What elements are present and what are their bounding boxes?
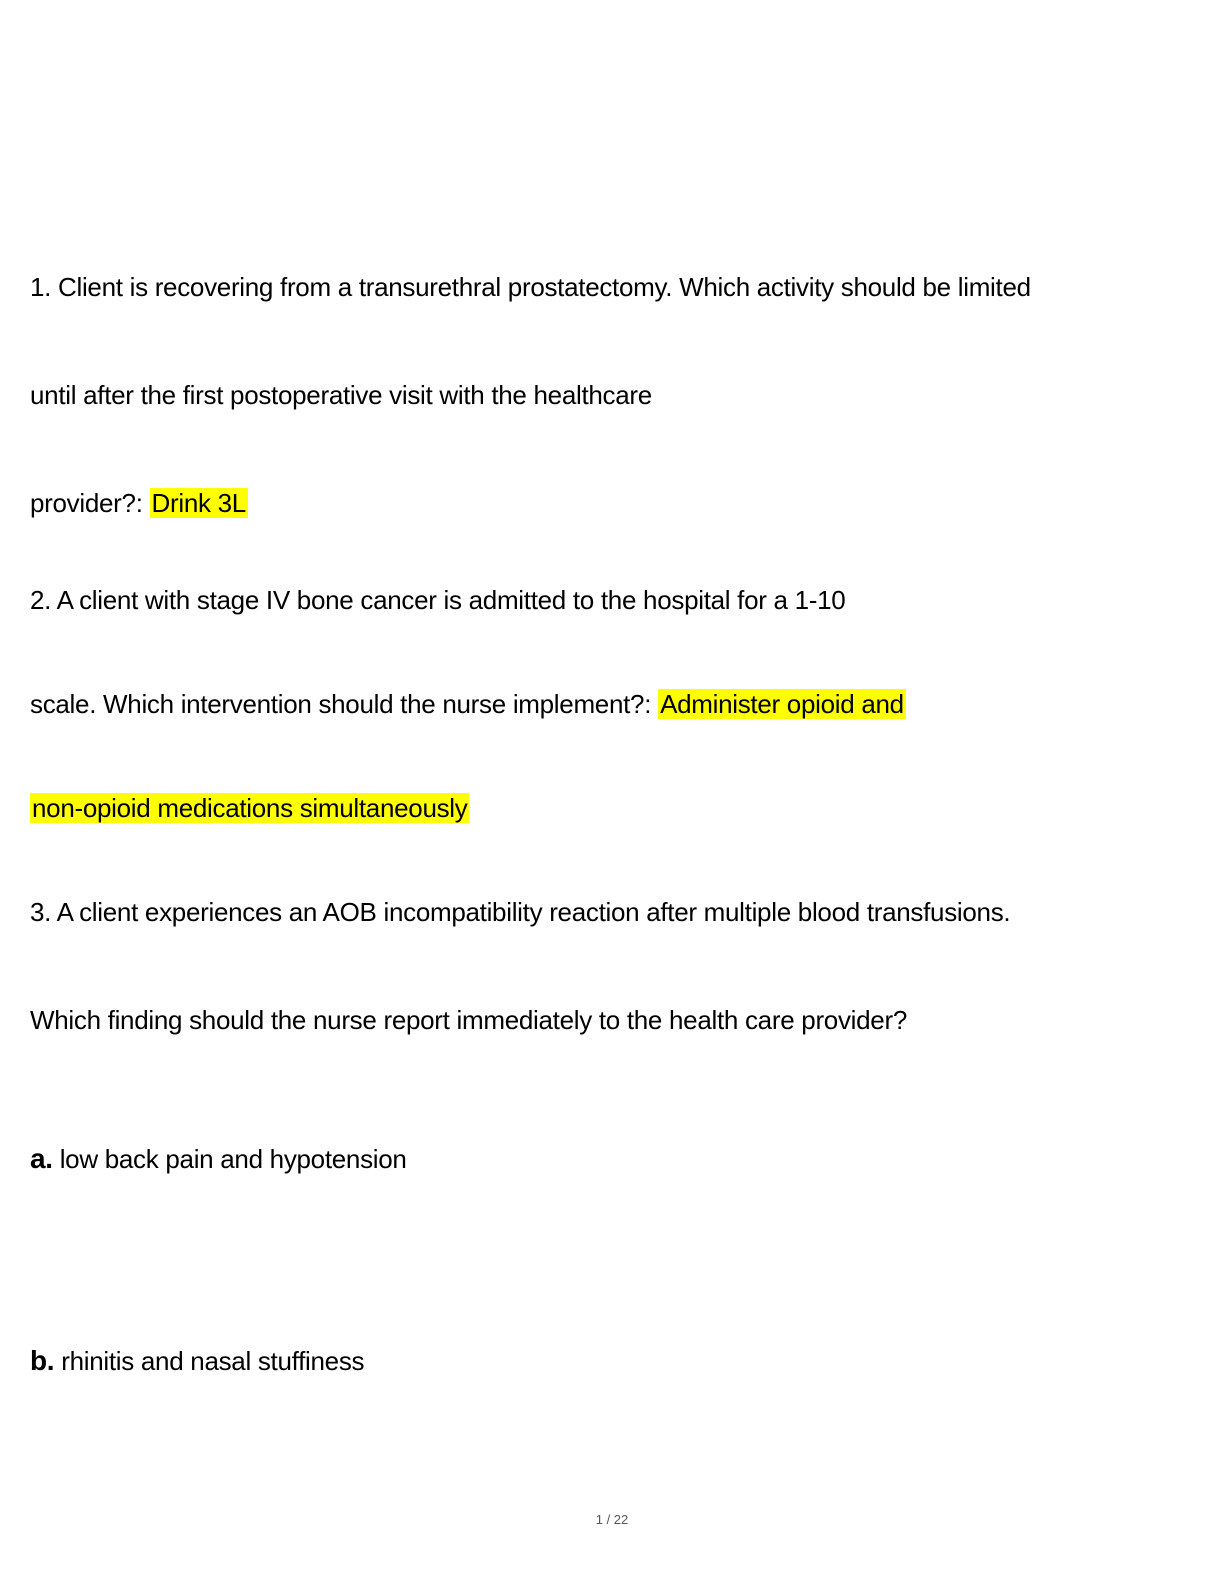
question-3-option-b	[30, 1344, 364, 1378]
question-1-line-1: 1. Client is recovering from a transurethral prostatectomy. Which activity should be limited	[30, 272, 1031, 302]
option-text: low back pain and hypotension	[52, 1144, 407, 1174]
question-2-answer-highlight-1: Administer opioid and	[660, 689, 904, 719]
question-3-line-1: 3. A client experiences an AOB incompatibility reaction after multiple blood transfusions.	[30, 897, 1011, 927]
option-letter: a.	[30, 1143, 53, 1174]
page-number: 1 / 22	[595, 1512, 629, 1527]
question-1-prompt-end: provider?:	[30, 488, 150, 518]
question-2-answer-highlight-2: non-opioid medications simultaneously	[32, 793, 468, 823]
option-letter: b.	[30, 1345, 55, 1376]
question-3-line-2: Which finding should the nurse report immediately to the health care provider?	[30, 1005, 907, 1035]
question-3-option-a	[30, 1142, 407, 1176]
question-1-answer-highlight: Drink 3L	[151, 488, 246, 518]
option-text: rhinitis and nasal stuffiness	[54, 1346, 365, 1376]
question-1-line-2: until after the first postoperative visit with the healthcare	[30, 380, 652, 410]
question-2-line-3	[30, 791, 469, 825]
question-2-line-2	[30, 687, 906, 721]
question-1-line-3	[30, 486, 248, 520]
question-2-prompt-end: scale. Which intervention should the nurse implement?:	[30, 689, 659, 719]
question-2-line-1: 2. A client with stage IV bone cancer is admitted to the hospital for a 1-10	[30, 585, 846, 615]
